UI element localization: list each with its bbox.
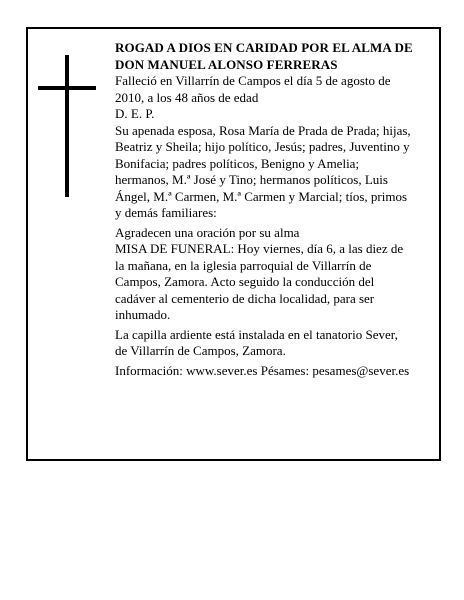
heading-pray-line: ROGAD A DIOS EN CARIDAD POR EL ALMA DE [115, 40, 413, 55]
cross-vertical-bar [65, 55, 69, 197]
obituary-text [115, 40, 413, 379]
contact-info: Información: www.sever.es Pésames: pesames@sever.es [115, 362, 410, 378]
prayer-request: Agradecen una oración por su alma [115, 224, 300, 240]
rip-line: D. E. P. [115, 106, 155, 121]
funeral-mass-info: MISA DE FUNERAL: Hoy viernes, día 6, a las diez de la mañana, en la iglesia parroquial de Villarrín de Campos, Zamora. Acto seguido la conducción del cadáver al cementerio de dicha localidad, para ser inhumado. [115, 241, 404, 322]
family-list: Su apenada esposa, Rosa María de Prada de Prada; hijas, Beatriz y Sheila; hijo político, Jesús; padres, Juventino y Bonifacia; padres políticos, Benigno y Amelia; hermanos, M.ª José y Tino; hermanos políticos, Luis Ángel, M.ª Carmen, M.ª Carmen y Marcial; tíos, primos y demás familiares: [115, 122, 411, 220]
death-announcement: Falleció en Villarrín de Campos el día 5 de agosto de 2010, a los 48 años de edad [115, 73, 391, 105]
chapel-info: La capilla ardiente está instalada en el tanatorio Sever, de Villarrín de Campos, Zamora. [115, 326, 398, 358]
latin-cross-icon [38, 55, 96, 197]
cross-horizontal-bar [38, 86, 96, 90]
deceased-name: DON MANUEL ALONSO FERRERAS [115, 56, 338, 72]
